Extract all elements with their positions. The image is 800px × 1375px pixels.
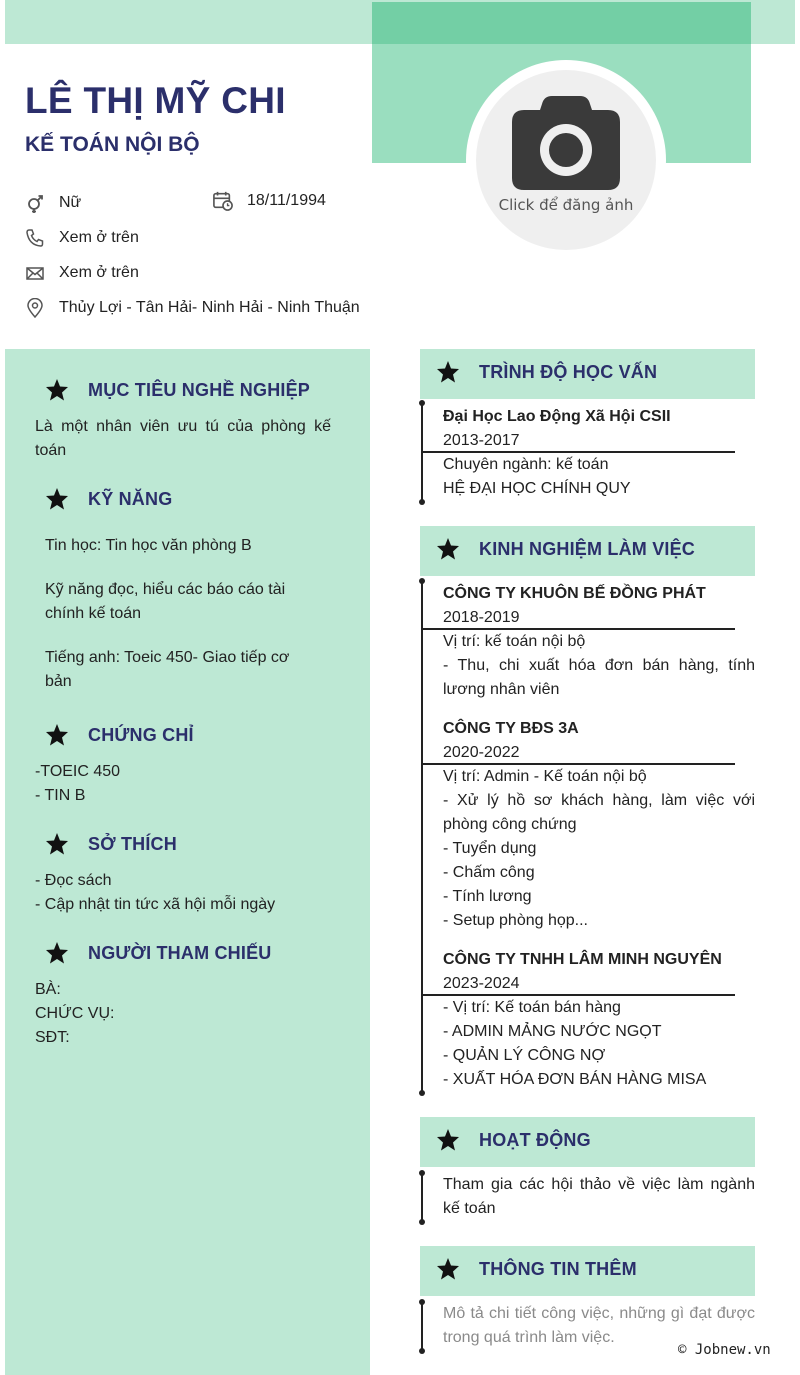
skill-item: Tin học: Tin học văn phòng B <box>45 537 252 554</box>
timeline-dot <box>419 1219 425 1225</box>
education-period: 2013-2017 <box>443 432 520 449</box>
timeline-line <box>421 1173 423 1222</box>
job-detail: - XUẤT HÓA ĐƠN BÁN HÀNG MISA <box>443 1071 707 1088</box>
phone-row <box>24 227 139 249</box>
skills-heading <box>45 487 172 511</box>
star-icon <box>45 487 69 511</box>
star-icon <box>436 1128 460 1152</box>
job-period: 2018-2019 <box>443 609 520 626</box>
star-icon <box>45 723 69 747</box>
address-row <box>24 297 360 319</box>
job-company: CÔNG TY TNHH LÂM MINH NGUYÊN <box>443 951 722 968</box>
job-detail: - QUẢN LÝ CÔNG NỢ <box>443 1047 606 1064</box>
email-value: Xem ở trên <box>59 264 139 281</box>
hobby-item: - Cập nhật tin tức xã hội mỗi ngày <box>35 896 276 913</box>
additional-title: THÔNG TIN THÊM <box>479 1258 637 1279</box>
job-detail: - Tuyển dụng <box>443 840 537 857</box>
photo-caption[interactable]: Click để đăng ảnh <box>498 196 634 214</box>
objective-title: MỤC TIÊU NGHỀ NGHIỆP <box>88 379 311 400</box>
gender-value: Nữ <box>59 194 82 211</box>
education-heading <box>436 360 657 384</box>
education-title: TRÌNH ĐỘ HỌC VẤN <box>479 361 658 382</box>
phone-value: Xem ở trên <box>59 229 139 246</box>
references-heading <box>45 941 271 965</box>
star-icon <box>436 1257 460 1281</box>
email-row <box>24 262 139 284</box>
timeline-dot <box>419 1090 425 1096</box>
timeline-dot <box>419 578 425 584</box>
star-icon <box>436 537 460 561</box>
experience-title: KINH NGHIỆM LÀM VIỆC <box>479 538 696 559</box>
job-detail: - Chấm công <box>443 864 535 881</box>
star-icon <box>436 360 460 384</box>
header-green-overlap <box>372 2 751 44</box>
education-line: Chuyên ngành: kế toán <box>443 456 609 473</box>
skill-item: Tiếng anh: Toeic 450- Giao tiếp cơ bản <box>45 649 290 690</box>
education-school: Đại Học Lao Động Xã Hội CSII <box>443 408 671 425</box>
star-icon <box>45 941 69 965</box>
job-period: 2020-2022 <box>443 744 520 761</box>
calendar-icon <box>212 190 234 212</box>
reference-item: SĐT: <box>35 1029 70 1046</box>
candidate-name: LÊ THỊ MỸ CHI <box>25 80 286 121</box>
certificates-heading <box>45 723 194 747</box>
job-detail: - ADMIN MẢNG NƯỚC NGỌT <box>443 1023 662 1040</box>
gender-row <box>24 192 81 214</box>
hobbies-heading <box>45 832 177 856</box>
timeline-dot <box>419 499 425 505</box>
camera-icon[interactable] <box>512 96 620 190</box>
experience-heading <box>436 537 695 561</box>
job-company: CÔNG TY KHUÔN BẾ ĐỒNG PHÁT <box>443 585 706 602</box>
birthday-row <box>212 190 326 212</box>
objective-text: Là một nhân viên ưu tú của phòng kế toán <box>35 418 331 459</box>
reference-item: BÀ: <box>35 981 61 998</box>
reference-item: CHỨC VỤ: <box>35 1005 115 1022</box>
timeline-dot <box>419 400 425 406</box>
activities-heading <box>436 1128 591 1152</box>
hobbies-title: SỞ THÍCH <box>88 833 177 854</box>
job-role: - Vị trí: Kế toán bán hàng <box>443 999 621 1016</box>
certificate-item: -TOEIC 450 <box>35 763 121 780</box>
address-value: Thủy Lợi - Tân Hải- Ninh Hải - Ninh Thuận <box>59 299 360 316</box>
certificate-item: - TIN B <box>35 787 86 804</box>
job-role: Vị trí: kế toán nội bộ <box>443 633 586 650</box>
timeline-dot <box>419 1170 425 1176</box>
hobby-item: - Đọc sách <box>35 872 112 889</box>
envelope-icon <box>24 262 46 284</box>
objective-heading <box>45 378 310 402</box>
job-company: CÔNG TY BĐS 3A <box>443 720 579 737</box>
timeline-line <box>421 581 423 1093</box>
timeline-line <box>421 1302 423 1351</box>
job-detail: - Setup phòng họp... <box>443 912 588 929</box>
timeline-dot <box>419 1299 425 1305</box>
job-detail: - Thu, chi xuất hóa đơn bán hàng, tính lương nhân viên <box>443 657 755 698</box>
job-detail: - Tính lương <box>443 888 532 905</box>
references-title: NGƯỜI THAM CHIẾU <box>88 942 272 963</box>
job-role: Vị trí: Admin - Kế toán nội bộ <box>443 768 647 785</box>
activities-text: Tham gia các hội thảo về việc làm ngành kế toán <box>443 1176 755 1217</box>
timeline-dot <box>419 1348 425 1354</box>
birthday-value: 18/11/1994 <box>247 192 326 209</box>
job-title: KẾ TOÁN NỘI BỘ <box>25 133 200 156</box>
star-icon <box>45 832 69 856</box>
certificates-title: CHỨNG CHỈ <box>88 724 194 745</box>
additional-text[interactable]: Mô tả chi tiết công việc, những gì đạt được trong quá trình làm việc. <box>443 1305 755 1346</box>
activities-title: HOẠT ĐỘNG <box>479 1129 591 1150</box>
education-line: HỆ ĐẠI HỌC CHÍNH QUY <box>443 480 631 497</box>
job-period: 2023-2024 <box>443 975 520 992</box>
skills-title: KỸ NĂNG <box>88 488 173 509</box>
job-detail: - Xử lý hồ sơ khách hàng, làm việc với phòng công chứng <box>443 792 755 833</box>
phone-icon <box>24 227 46 249</box>
star-icon <box>45 378 69 402</box>
copyright-footer: © Jobnew.vn <box>678 1342 771 1358</box>
additional-heading <box>436 1257 637 1281</box>
location-pin-icon <box>24 297 46 319</box>
skill-item: Kỹ năng đọc, hiểu các báo cáo tài chính kế toán <box>45 581 286 622</box>
gender-icon <box>24 192 46 214</box>
